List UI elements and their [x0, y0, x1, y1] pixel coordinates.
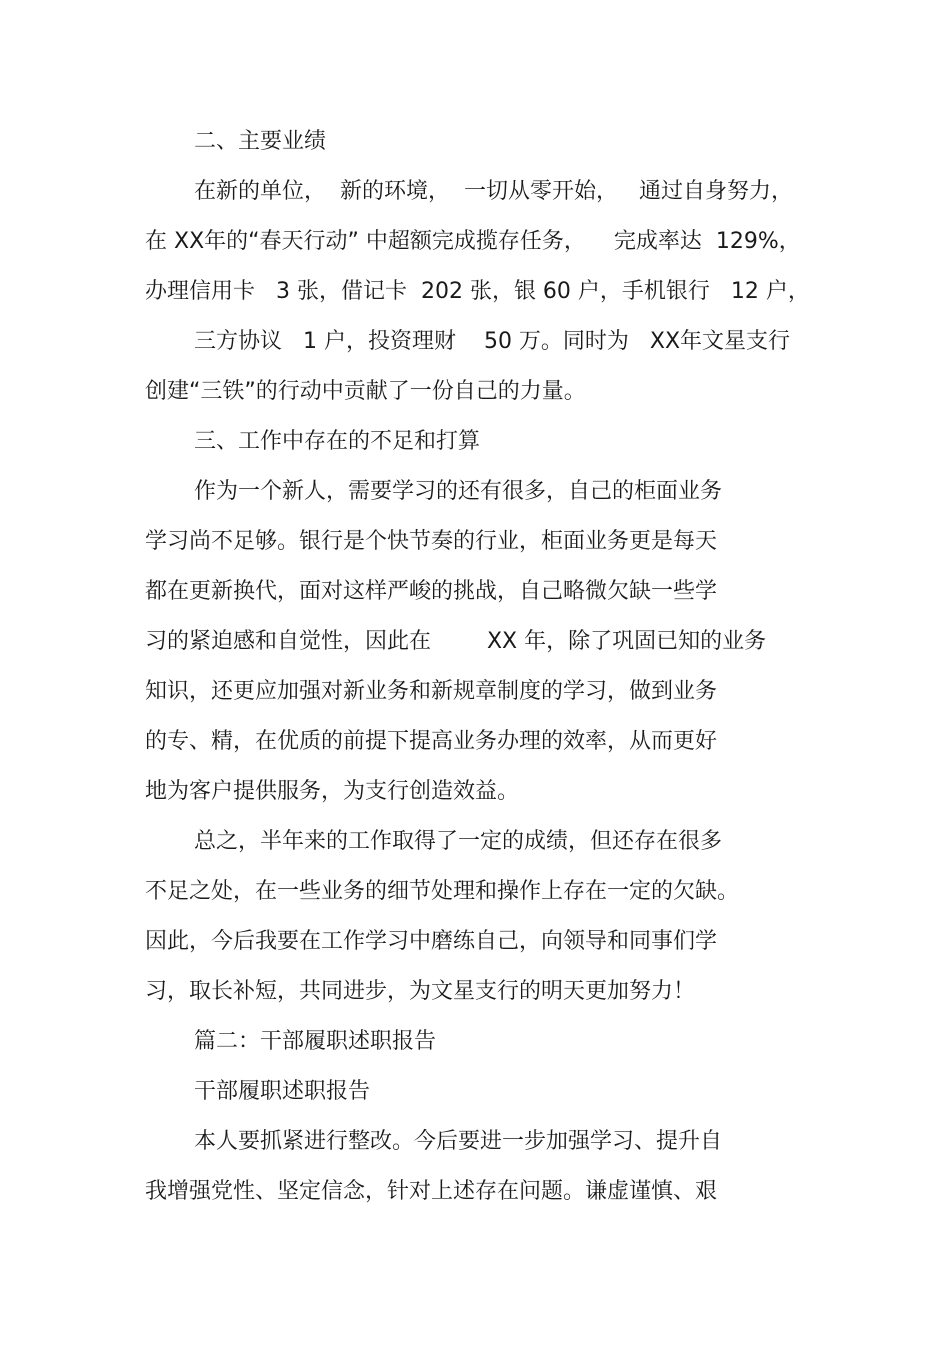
heading-main-achievements: 二、主要业绩 [194, 129, 327, 154]
paragraph-line: 都在更新换代，面对这样严峻的挑战，自己略微欠缺一些学 [145, 579, 718, 604]
paragraph-line: 办理信用卡 3 张，借记卡 202 张，银 60 户，手机银行 12 户， [145, 279, 810, 304]
paragraph-line: 地为客户提供服务，为支行创造效益。 [145, 779, 520, 804]
heading-part-two: 篇二：干部履职述职报告 [194, 1029, 437, 1054]
paragraph-line: 作为一个新人，需要学习的还有很多，自己的柜面业务 [194, 479, 723, 504]
heading-shortcomings-plans: 三、工作中存在的不足和打算 [194, 429, 481, 454]
paragraph-line: 习的紧迫感和自觉性，因此在 XX 年，除了巩固已知的业务 [145, 629, 767, 654]
paragraph-line: 的专、精，在优质的前提下提高业务办理的效率，从而更好 [145, 729, 718, 754]
paragraph-line: 我增强党性、坚定信念，针对上述存在问题。谦虚谨慎、艰 [145, 1179, 718, 1204]
paragraph-line: 不足之处，在一些业务的细节处理和操作上存在一定的欠缺。 [145, 879, 740, 904]
paragraph-line: 因此，今后我要在工作学习中磨练自己，向领导和同事们学 [145, 929, 718, 954]
report-title: 干部履职述职报告 [194, 1079, 371, 1104]
paragraph-line: 总之，半年来的工作取得了一定的成绩，但还存在很多 [194, 829, 723, 854]
paragraph-line: 三方协议 1 户，投资理财 50 万。同时为 XX年文星支行 [194, 329, 791, 354]
paragraph-line: 学习尚不足够。银行是个快节奏的行业，柜面业务更是每天 [145, 529, 718, 554]
paragraph-line: 知识，还更应加强对新业务和新规章制度的学习，做到业务 [145, 679, 718, 704]
paragraph-line: 本人要抓紧进行整改。今后要进一步加强学习、提升自 [194, 1129, 723, 1154]
paragraph-line: 创建“三铁”的行动中贡献了一份自己的力量。 [145, 379, 586, 404]
paragraph-line: 在 XX年的“春天行动” 中超额完成揽存任务， 完成率达 129%， [145, 229, 801, 254]
paragraph-line: 习，取长补短，共同进步，为文星支行的明天更加努力！ [145, 979, 696, 1004]
paragraph-line: 在新的单位， 新的环境， 一切从零开始， 通过自身努力， [194, 179, 793, 204]
